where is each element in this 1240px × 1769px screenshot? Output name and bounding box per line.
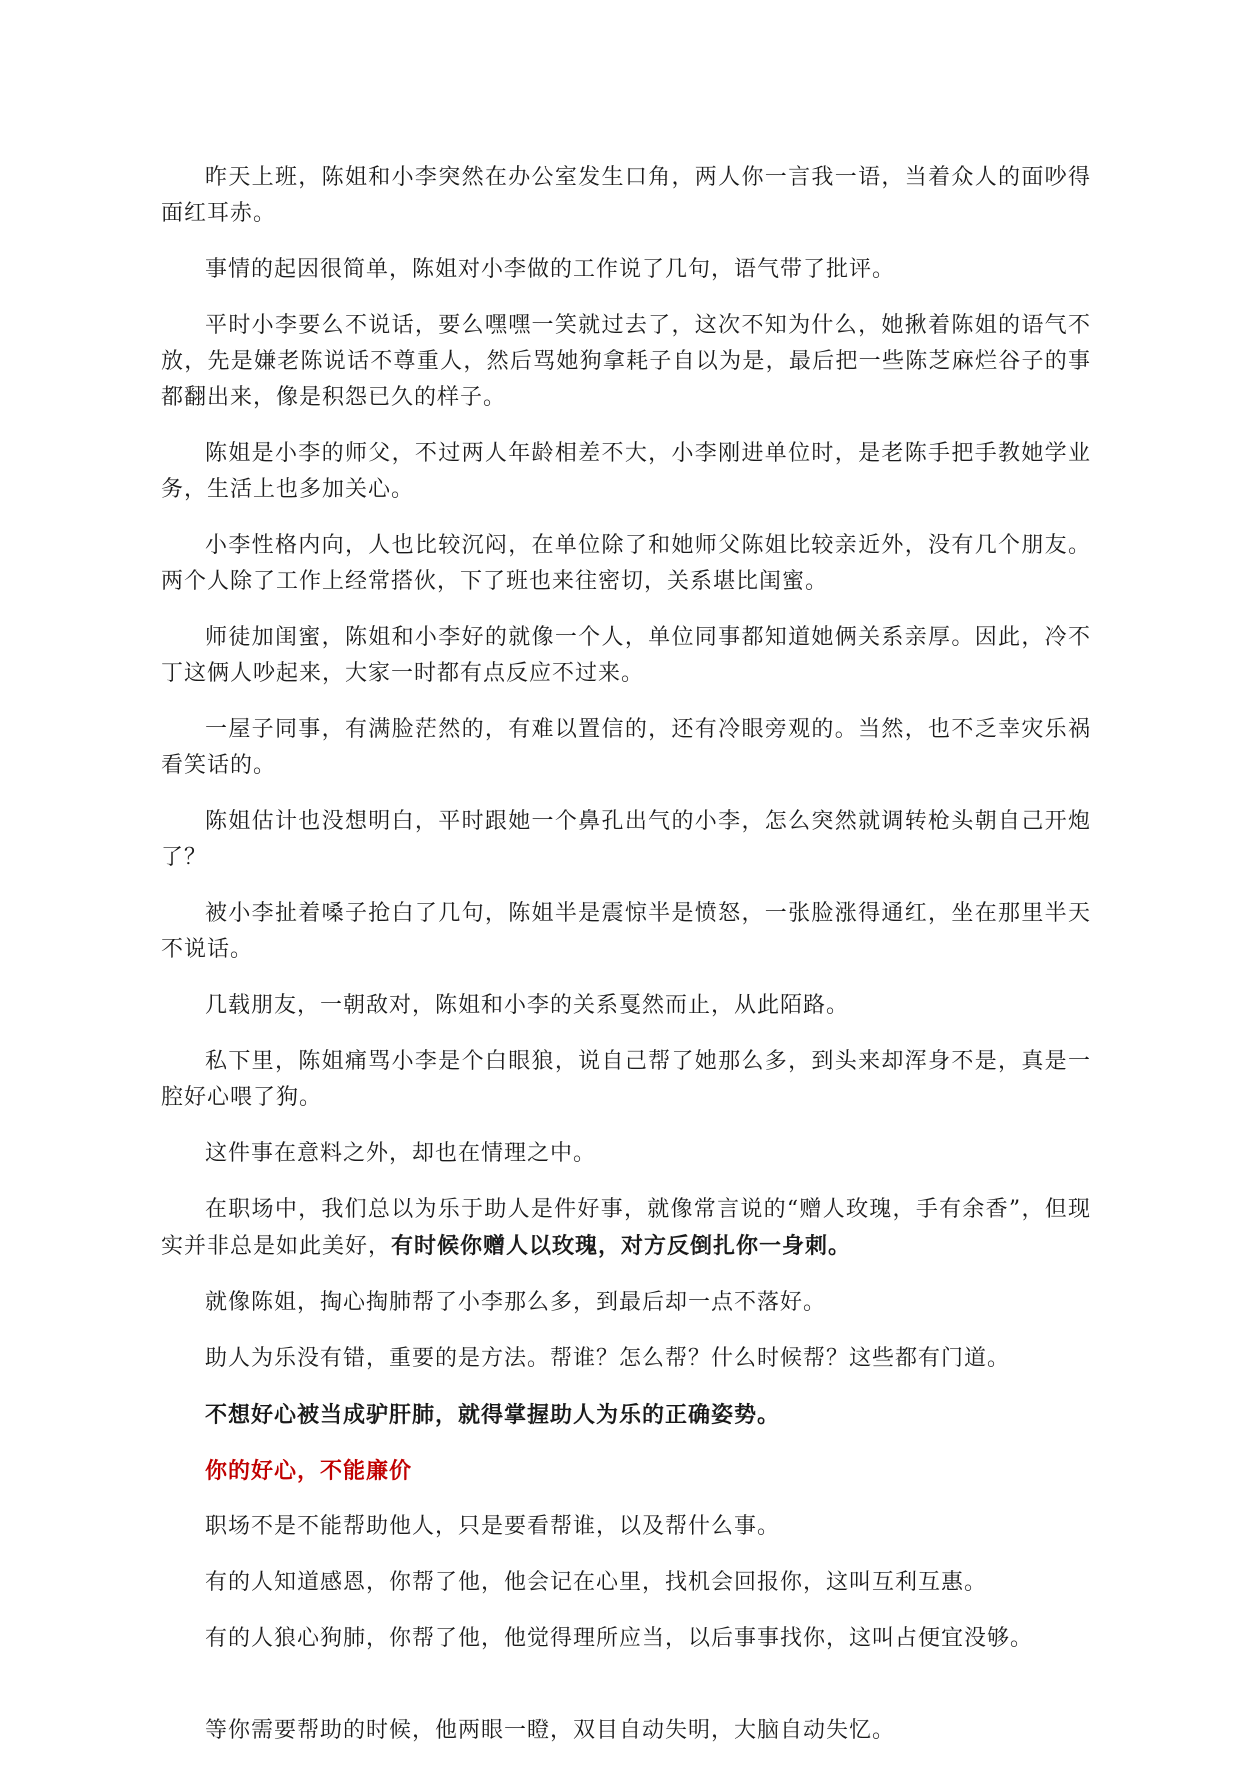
paragraph-text: 有的人知道感恩，你帮了他，他会记在心里，找机会回报你，这叫互利互惠。 (205, 1570, 988, 1595)
paragraph (161, 160, 1091, 232)
paragraph (161, 1565, 1091, 1601)
paragraph (161, 1341, 1091, 1377)
paragraph-text: 几载朋友，一朝敌对，陈姐和小李的关系戛然而止，从此陌路。 (205, 993, 850, 1018)
emphasis-paragraph (161, 1397, 1091, 1433)
paragraph-text: 你的好心，不能廉价 (205, 1458, 413, 1484)
paragraph-text: 就像陈姐，掏心掏肺帮了小李那么多，到最后却一点不落好。 (205, 1290, 827, 1315)
paragraph (161, 620, 1091, 692)
paragraph (161, 712, 1091, 784)
paragraph-text: 事情的起因很简单，陈姐对小李做的工作说了几句，语气带了批评。 (205, 257, 896, 282)
paragraph-text: 一屋子同事，有满脸茫然的，有难以置信的，还有冷眼旁观的。当然，也不乏幸灾乐祸看笑话的。 (161, 717, 1091, 778)
paragraph-text: 师徒加闺蜜，陈姐和小李好的就像一个人，单位同事都知道她俩关系亲厚。因此，冷不丁这俩人吵起来，大家一时都有点反应不过来。 (161, 625, 1091, 686)
paragraph-text: 这件事在意料之外，却也在情理之中。 (205, 1141, 597, 1166)
paragraph-text: 职场不是不能帮助他人，只是要看帮谁，以及帮什么事。 (205, 1514, 781, 1539)
paragraph (161, 804, 1091, 876)
paragraph-text: 昨天上班，陈姐和小李突然在办公室发生口角，两人你一言我一语，当着众人的面吵得面红耳赤。 (161, 165, 1091, 226)
paragraph-text: 陈姐是小李的师父，不过两人年龄相差不大，小李刚进单位时，是老陈手把手教她学业务，生活上也多加关心。 (161, 441, 1091, 502)
paragraph-text: 助人为乐没有错，重要的是方法。帮谁？怎么帮？什么时候帮？这些都有门道。 (205, 1346, 1011, 1371)
paragraph-bold-text: 有时候你赠人以玫瑰，对方反倒扎你一身刺。 (391, 1233, 852, 1259)
paragraph (161, 1621, 1091, 1657)
paragraph (161, 896, 1091, 968)
paragraph (161, 1136, 1091, 1172)
paragraph-text: 有的人狼心狗肺，你帮了他，他觉得理所应当，以后事事找你，这叫占便宜没够。 (205, 1626, 1034, 1651)
paragraph (161, 1509, 1091, 1545)
paragraph (161, 1044, 1091, 1116)
paragraph (161, 1285, 1091, 1321)
section-heading (161, 1453, 1091, 1489)
paragraph-text: 陈姐估计也没想明白，平时跟她一个鼻孔出气的小李，怎么突然就调转枪头朝自己开炮了？ (161, 809, 1091, 870)
paragraph-text: 在职场中，我们总以为乐于助人是件好事，就像常言说的“赠人玫瑰，手有余香”，但现实并非总是如此美好， (161, 1197, 1091, 1259)
paragraph (161, 1713, 1091, 1749)
paragraph-text: 小李性格内向，人也比较沉闷，在单位除了和她师父陈姐比较亲近外，没有几个朋友。两个人除了工作上经常搭伙，下了班也来往密切，关系堪比闺蜜。 (161, 533, 1091, 594)
paragraph (161, 528, 1091, 600)
paragraph (161, 252, 1091, 288)
paragraph-text: 等你需要帮助的时候，他两眼一瞪，双目自动失明，大脑自动失忆。 (205, 1718, 896, 1743)
paragraph (161, 988, 1091, 1024)
paragraph-text: 不想好心被当成驴肝肺，就得掌握助人为乐的正确姿势。 (205, 1402, 781, 1428)
paragraph-text: 被小李扯着嗓子抢白了几句，陈姐半是震惊半是愤怒，一张脸涨得通红，坐在那里半天不说话。 (161, 901, 1091, 962)
paragraph (161, 436, 1091, 508)
paragraph (161, 308, 1091, 416)
paragraph-text: 私下里，陈姐痛骂小李是个白眼狼，说自己帮了她那么多，到头来却浑身不是，真是一腔好心喂了狗。 (161, 1049, 1091, 1110)
paragraph (161, 1192, 1091, 1265)
article-body (161, 160, 1091, 1769)
paragraph-text: 平时小李要么不说话，要么嘿嘿一笑就过去了，这次不知为什么，她揪着陈姐的语气不放，先是嫌老陈说话不尊重人，然后骂她狗拿耗子自以为是，最后把一些陈芝麻烂谷子的事都翻出来，像是积怨已久的样子。 (161, 313, 1091, 410)
